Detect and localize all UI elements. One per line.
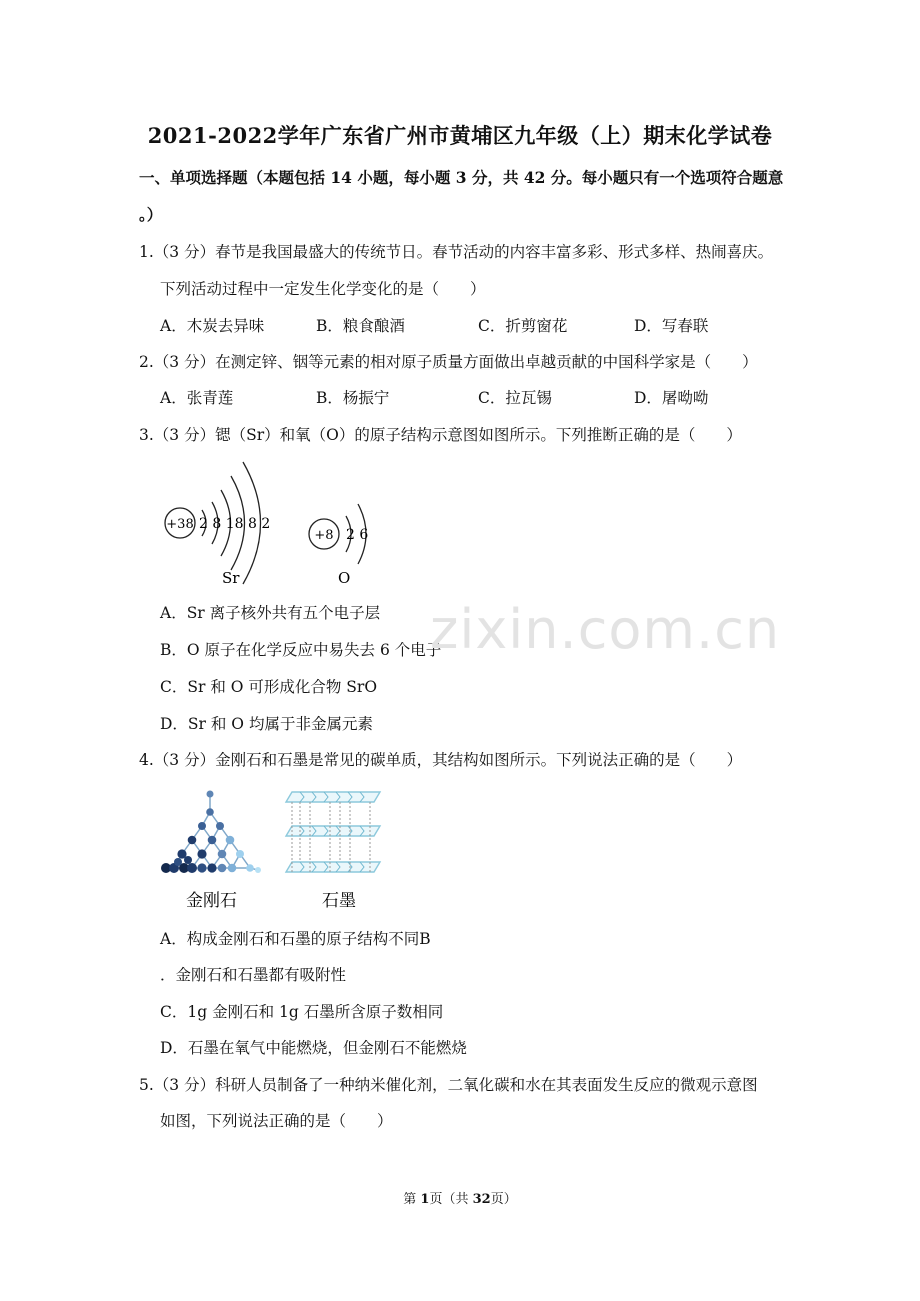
- question-3-option-a: A．Sr 离子核外共有五个电子层: [160, 604, 381, 622]
- question-4-option-a: A．构成金刚石和石墨的原子结构不同B: [160, 930, 431, 948]
- diamond-structure-image: [161, 791, 261, 874]
- o-nucleus: +8: [314, 528, 334, 543]
- section-heading: 一、单项选择题（本题包括 14 小题，每小题 3 分，共 42 分。每小题只有一个选项符合题意: [139, 168, 784, 187]
- question-4-option-d: D．石墨在氧气中能燃烧，但金刚石不能燃烧: [160, 1039, 467, 1057]
- question-1-option-d: D．写春联: [634, 317, 709, 335]
- question-2-option-a: A．张青莲: [160, 389, 234, 407]
- question-1-option-b: B．粮食酿酒: [316, 317, 405, 335]
- total-pages: 32: [472, 1192, 491, 1207]
- graphite-label: 石墨: [322, 891, 356, 911]
- watermark: zixin.com.cn: [430, 598, 781, 661]
- question-1-option-c: C．折剪窗花: [478, 317, 568, 335]
- question-3-option-d: D．Sr 和 O 均属于非金属元素: [160, 715, 373, 733]
- question-3-option-c: C．Sr 和 O 可形成化合物 SrO: [160, 678, 378, 696]
- question-4-option-b: ．金刚石和石墨都有吸附性: [160, 966, 347, 984]
- page-footer: 第 1页（共 32页）: [403, 1192, 517, 1207]
- question-1-option-a: A．木炭去异味: [160, 317, 265, 335]
- question-2-option-b: B．杨振宁: [316, 389, 390, 407]
- sr-electron-shells: 2 8 18 8 2: [199, 516, 271, 532]
- sr-atom-diagram: [165, 462, 270, 587]
- question-4-option-c: C．1g 金刚石和 1g 石墨所含原子数相同: [160, 1003, 444, 1021]
- diamond-label: 金刚石: [186, 891, 237, 911]
- question-1-stem-cont: 下列活动过程中一定发生化学变化的是（ ）: [160, 280, 486, 298]
- question-3-option-b: B．O 原子在化学反应中易失去 6 个电子: [160, 641, 442, 659]
- question-2-option-d: D．屠呦呦: [634, 389, 709, 407]
- section-heading-cont: 。）: [139, 205, 163, 224]
- o-atom-diagram: [309, 504, 368, 587]
- question-2-stem: 2.（3 分）在测定锌、铟等元素的相对原子质量方面做出卓越贡献的中国科学家是（ ）: [139, 353, 758, 371]
- carbon-structure-figure: [160, 782, 400, 914]
- question-1-stem: 1.（3 分）春节是我国最盛大的传统节日。春节活动的内容丰富多彩、形式多样、热闹喜庆。: [139, 243, 774, 261]
- o-label: O: [338, 569, 351, 587]
- question-5-stem: 5.（3 分）科研人员制备了一种纳米催化剂，二氧化碳和水在其表面发生反应的微观示意图: [139, 1076, 758, 1094]
- page-title: 2021-2022学年广东省广州市黄埔区九年级（上）期末化学试卷: [147, 123, 773, 148]
- sr-nucleus: +38: [166, 517, 194, 532]
- o-electron-shells: 2 6: [346, 527, 369, 543]
- question-5-stem-cont: 如图，下列说法正确的是（ ）: [160, 1112, 393, 1130]
- question-4-stem: 4.（3 分）金刚石和石墨是常见的碳单质，其结构如图所示。下列说法正确的是（ ）: [139, 751, 743, 769]
- current-page: 1: [420, 1192, 430, 1207]
- question-3-stem: 3.（3 分）锶（Sr）和氧（O）的原子结构示意图如图所示。下列推断正确的是（ ）: [139, 426, 742, 444]
- graphite-structure-image: [286, 792, 380, 872]
- sr-label: Sr: [222, 569, 240, 587]
- question-2-option-c: C．拉瓦锡: [478, 389, 552, 407]
- atomic-structure-figure: [158, 456, 398, 592]
